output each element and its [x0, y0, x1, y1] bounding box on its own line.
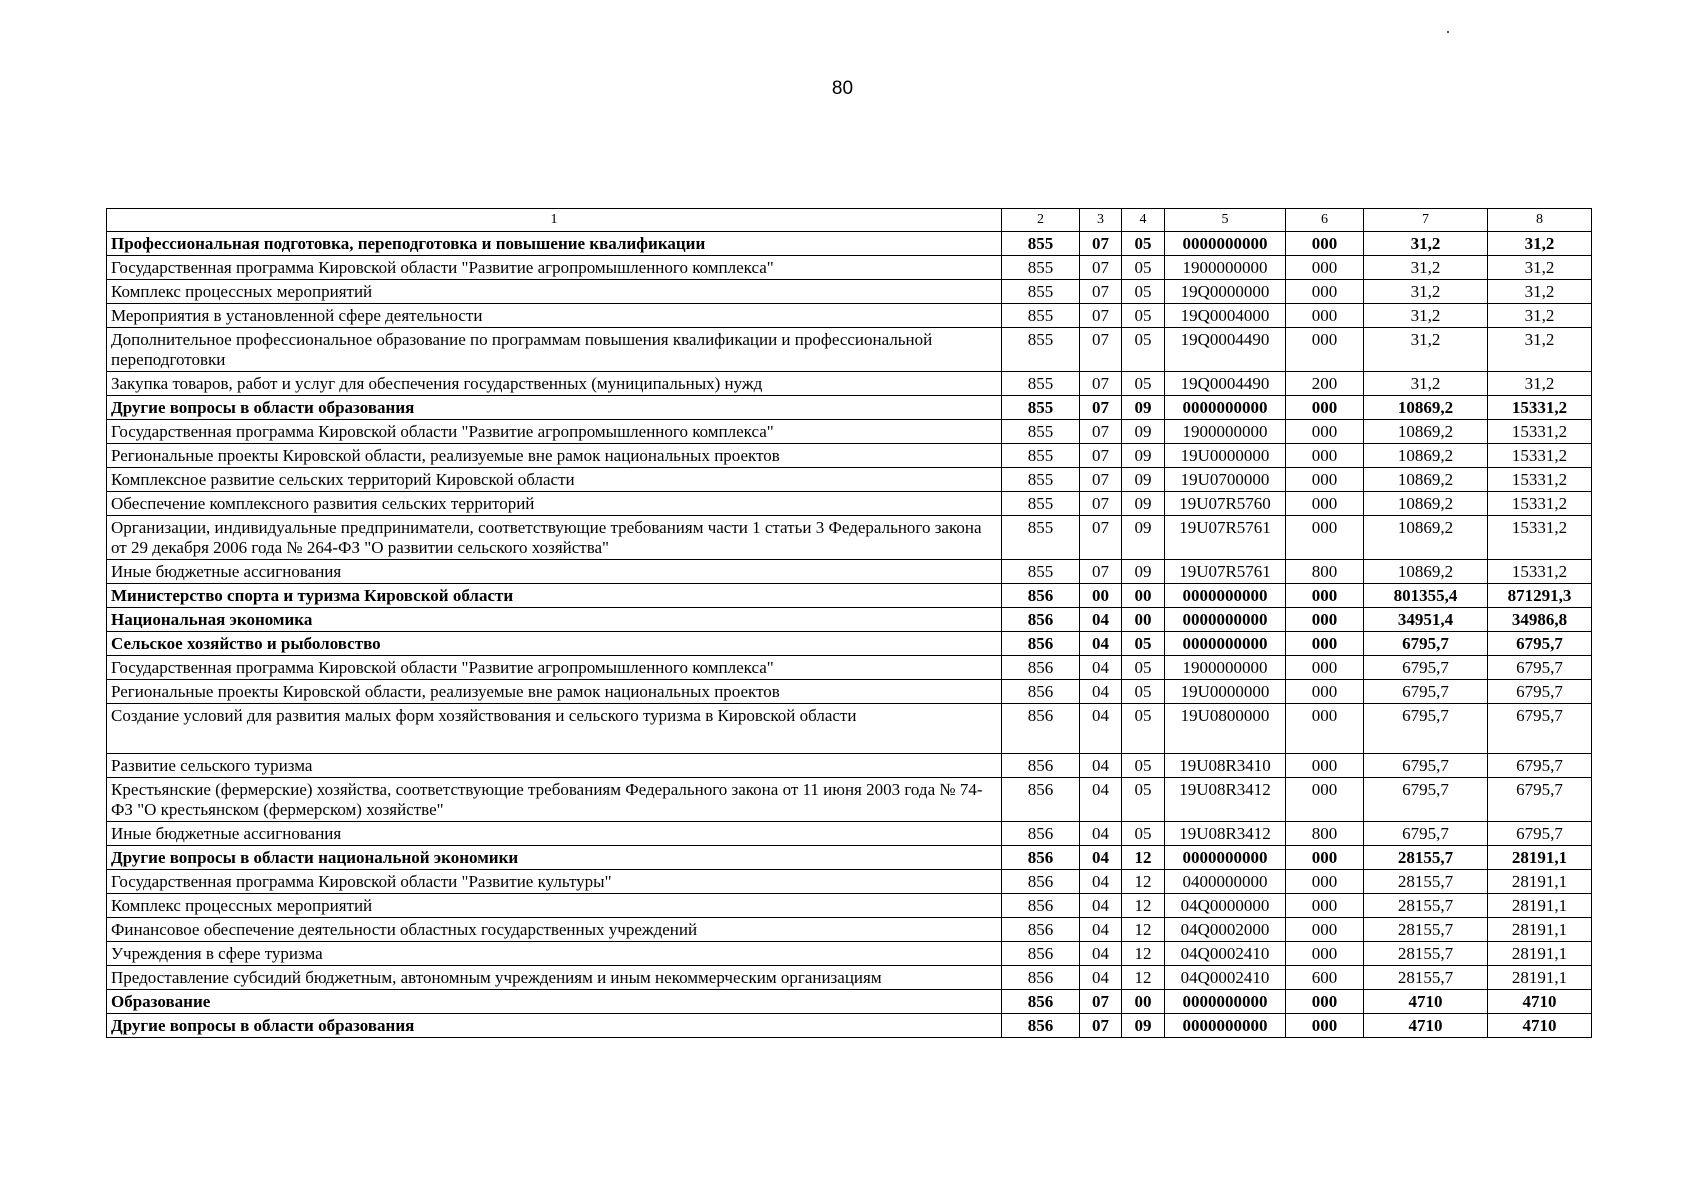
cell-c7: 10869,2	[1364, 492, 1488, 516]
table-row	[107, 704, 1592, 754]
row-name-cell: Иные бюджетные ассигнования	[107, 560, 1002, 584]
row-name-cell: Предоставление субсидий бюджетным, автономным учреждениям и иным некоммерческим организациям	[107, 966, 1002, 990]
cell-c5: 19U0800000	[1165, 704, 1286, 754]
cell-c5: 19Q0000000	[1165, 280, 1286, 304]
cell-c5: 0000000000	[1165, 584, 1286, 608]
table-row	[107, 256, 1592, 280]
row-name-cell: Обеспечение комплексного развития сельских территорий	[107, 492, 1002, 516]
cell-c5: 19U07R5761	[1165, 560, 1286, 584]
cell-c4: 05	[1122, 754, 1165, 778]
table-row	[107, 420, 1592, 444]
cell-c8: 15331,2	[1488, 516, 1592, 560]
cell-c2: 855	[1002, 420, 1080, 444]
row-name-cell: Другие вопросы в области образования	[107, 1014, 1002, 1038]
table-row	[107, 822, 1592, 846]
cell-c6: 000	[1286, 704, 1364, 754]
cell-c5: 04Q0002410	[1165, 966, 1286, 990]
cell-c4: 12	[1122, 894, 1165, 918]
cell-c4: 05	[1122, 280, 1165, 304]
cell-c7: 6795,7	[1364, 778, 1488, 822]
cell-c7: 28155,7	[1364, 846, 1488, 870]
cell-c5: 0000000000	[1165, 1014, 1286, 1038]
column-header: 5	[1165, 209, 1286, 232]
table-row	[107, 680, 1592, 704]
cell-c4: 05	[1122, 656, 1165, 680]
table-body	[107, 232, 1592, 1038]
cell-c3: 07	[1080, 280, 1122, 304]
cell-c7: 10869,2	[1364, 516, 1488, 560]
cell-c8: 15331,2	[1488, 492, 1592, 516]
table-row	[107, 304, 1592, 328]
cell-c8: 6795,7	[1488, 754, 1592, 778]
cell-c8: 6795,7	[1488, 680, 1592, 704]
cell-c8: 31,2	[1488, 256, 1592, 280]
cell-c7: 28155,7	[1364, 966, 1488, 990]
cell-c4: 05	[1122, 232, 1165, 256]
cell-c8: 6795,7	[1488, 656, 1592, 680]
cell-c6: 000	[1286, 468, 1364, 492]
cell-c3: 07	[1080, 328, 1122, 372]
cell-c7: 28155,7	[1364, 942, 1488, 966]
cell-c2: 856	[1002, 966, 1080, 990]
cell-c7: 31,2	[1364, 256, 1488, 280]
cell-c3: 07	[1080, 444, 1122, 468]
row-name-cell: Крестьянские (фермерские) хозяйства, соответствующие требованиям Федерального закона от 11 июня 2003 года № 74-ФЗ "О крестьянском (фермерском) хозяйстве"	[107, 778, 1002, 822]
cell-c6: 000	[1286, 280, 1364, 304]
cell-c7: 6795,7	[1364, 754, 1488, 778]
cell-c7: 31,2	[1364, 280, 1488, 304]
cell-c3: 07	[1080, 1014, 1122, 1038]
table-row	[107, 942, 1592, 966]
table-row	[107, 492, 1592, 516]
cell-c8: 871291,3	[1488, 584, 1592, 608]
cell-c5: 1900000000	[1165, 656, 1286, 680]
cell-c4: 09	[1122, 396, 1165, 420]
cell-c7: 28155,7	[1364, 918, 1488, 942]
cell-c8: 15331,2	[1488, 468, 1592, 492]
table-row	[107, 894, 1592, 918]
cell-c2: 855	[1002, 468, 1080, 492]
cell-c6: 000	[1286, 304, 1364, 328]
cell-c5: 19U0000000	[1165, 444, 1286, 468]
page-number: 80	[831, 78, 854, 99]
cell-c3: 07	[1080, 232, 1122, 256]
cell-c3: 04	[1080, 656, 1122, 680]
cell-c3: 07	[1080, 468, 1122, 492]
row-name-cell: Мероприятия в установленной сфере деятельности	[107, 304, 1002, 328]
cell-c6: 000	[1286, 1014, 1364, 1038]
cell-c6: 000	[1286, 516, 1364, 560]
row-name-cell: Другие вопросы в области образования	[107, 396, 1002, 420]
cell-c2: 856	[1002, 632, 1080, 656]
cell-c3: 07	[1080, 990, 1122, 1014]
cell-c6: 000	[1286, 584, 1364, 608]
cell-c2: 856	[1002, 608, 1080, 632]
cell-c8: 31,2	[1488, 232, 1592, 256]
cell-c3: 07	[1080, 420, 1122, 444]
table-row	[107, 608, 1592, 632]
table-row	[107, 632, 1592, 656]
cell-c7: 31,2	[1364, 304, 1488, 328]
cell-c3: 04	[1080, 894, 1122, 918]
cell-c7: 4710	[1364, 990, 1488, 1014]
table-row	[107, 584, 1592, 608]
cell-c3: 04	[1080, 822, 1122, 846]
cell-c4: 12	[1122, 918, 1165, 942]
cell-c6: 000	[1286, 894, 1364, 918]
row-name-cell: Государственная программа Кировской области "Развитие агропромышленного комплекса"	[107, 656, 1002, 680]
cell-c7: 6795,7	[1364, 680, 1488, 704]
cell-c8: 28191,1	[1488, 894, 1592, 918]
cell-c6: 000	[1286, 232, 1364, 256]
cell-c7: 34951,4	[1364, 608, 1488, 632]
cell-c6: 000	[1286, 846, 1364, 870]
row-name-cell: Развитие сельского туризма	[107, 754, 1002, 778]
cell-c2: 856	[1002, 942, 1080, 966]
cell-c4: 09	[1122, 492, 1165, 516]
cell-c7: 10869,2	[1364, 396, 1488, 420]
cell-c4: 12	[1122, 870, 1165, 894]
cell-c8: 34986,8	[1488, 608, 1592, 632]
cell-c5: 04Q0002000	[1165, 918, 1286, 942]
cell-c2: 855	[1002, 396, 1080, 420]
cell-c6: 200	[1286, 372, 1364, 396]
cell-c7: 6795,7	[1364, 632, 1488, 656]
cell-c2: 856	[1002, 846, 1080, 870]
cell-c4: 05	[1122, 680, 1165, 704]
row-name-cell: Финансовое обеспечение деятельности областных государственных учреждений	[107, 918, 1002, 942]
cell-c2: 856	[1002, 1014, 1080, 1038]
cell-c4: 09	[1122, 444, 1165, 468]
row-name-cell: Комплекс процессных мероприятий	[107, 894, 1002, 918]
table-row	[107, 990, 1592, 1014]
budget-table	[106, 208, 1592, 1038]
cell-c4: 05	[1122, 328, 1165, 372]
cell-c2: 855	[1002, 304, 1080, 328]
cell-c3: 04	[1080, 680, 1122, 704]
column-header: 1	[107, 209, 1002, 232]
table-row	[107, 846, 1592, 870]
cell-c8: 6795,7	[1488, 822, 1592, 846]
cell-c6: 600	[1286, 966, 1364, 990]
cell-c8: 6795,7	[1488, 632, 1592, 656]
row-name-cell: Другие вопросы в области национальной экономики	[107, 846, 1002, 870]
cell-c4: 05	[1122, 822, 1165, 846]
cell-c8: 4710	[1488, 990, 1592, 1014]
cell-c3: 04	[1080, 704, 1122, 754]
cell-c3: 07	[1080, 304, 1122, 328]
scan-speck	[1447, 31, 1449, 33]
column-header: 4	[1122, 209, 1165, 232]
cell-c7: 10869,2	[1364, 560, 1488, 584]
cell-c6: 800	[1286, 560, 1364, 584]
cell-c8: 28191,1	[1488, 846, 1592, 870]
cell-c3: 07	[1080, 516, 1122, 560]
cell-c7: 10869,2	[1364, 444, 1488, 468]
cell-c5: 1900000000	[1165, 256, 1286, 280]
cell-c3: 04	[1080, 846, 1122, 870]
cell-c8: 31,2	[1488, 304, 1592, 328]
cell-c5: 19U0000000	[1165, 680, 1286, 704]
table-row	[107, 778, 1592, 822]
cell-c2: 855	[1002, 232, 1080, 256]
cell-c3: 04	[1080, 778, 1122, 822]
cell-c5: 19U07R5760	[1165, 492, 1286, 516]
cell-c7: 31,2	[1364, 232, 1488, 256]
table-row	[107, 396, 1592, 420]
table-row	[107, 870, 1592, 894]
cell-c4: 00	[1122, 990, 1165, 1014]
cell-c3: 07	[1080, 256, 1122, 280]
cell-c5: 04Q0000000	[1165, 894, 1286, 918]
cell-c7: 31,2	[1364, 372, 1488, 396]
cell-c6: 000	[1286, 754, 1364, 778]
cell-c2: 856	[1002, 584, 1080, 608]
cell-c5: 0000000000	[1165, 608, 1286, 632]
row-name-cell: Государственная программа Кировской области "Развитие агропромышленного комплекса"	[107, 256, 1002, 280]
column-header: 8	[1488, 209, 1592, 232]
cell-c4: 12	[1122, 966, 1165, 990]
cell-c3: 07	[1080, 492, 1122, 516]
cell-c5: 0400000000	[1165, 870, 1286, 894]
row-name-cell: Закупка товаров, работ и услуг для обеспечения государственных (муниципальных) нужд	[107, 372, 1002, 396]
cell-c6: 000	[1286, 608, 1364, 632]
row-name-cell: Комплексное развитие сельских территорий Кировской области	[107, 468, 1002, 492]
cell-c7: 28155,7	[1364, 894, 1488, 918]
cell-c5: 0000000000	[1165, 396, 1286, 420]
cell-c8: 31,2	[1488, 372, 1592, 396]
cell-c3: 07	[1080, 396, 1122, 420]
cell-c5: 19U07R5761	[1165, 516, 1286, 560]
row-name-cell: Создание условий для развития малых форм хозяйствования и сельского туризма в Кировской области	[107, 704, 1002, 754]
cell-c4: 00	[1122, 608, 1165, 632]
cell-c5: 19Q0004000	[1165, 304, 1286, 328]
table-row	[107, 516, 1592, 560]
cell-c4: 05	[1122, 632, 1165, 656]
cell-c2: 855	[1002, 516, 1080, 560]
column-header: 7	[1364, 209, 1488, 232]
cell-c4: 09	[1122, 560, 1165, 584]
cell-c8: 31,2	[1488, 328, 1592, 372]
cell-c7: 31,2	[1364, 328, 1488, 372]
cell-c7: 4710	[1364, 1014, 1488, 1038]
table-row	[107, 1014, 1592, 1038]
column-header: 3	[1080, 209, 1122, 232]
cell-c5: 1900000000	[1165, 420, 1286, 444]
cell-c4: 09	[1122, 516, 1165, 560]
cell-c2: 856	[1002, 894, 1080, 918]
table-row	[107, 468, 1592, 492]
cell-c5: 19U08R3412	[1165, 778, 1286, 822]
cell-c2: 856	[1002, 754, 1080, 778]
cell-c6: 000	[1286, 656, 1364, 680]
cell-c4: 12	[1122, 846, 1165, 870]
row-name-cell: Министерство спорта и туризма Кировской области	[107, 584, 1002, 608]
cell-c5: 19Q0004490	[1165, 328, 1286, 372]
cell-c4: 05	[1122, 304, 1165, 328]
row-name-cell: Комплекс процессных мероприятий	[107, 280, 1002, 304]
row-name-cell: Государственная программа Кировской области "Развитие культуры"	[107, 870, 1002, 894]
row-name-cell: Государственная программа Кировской области "Развитие агропромышленного комплекса"	[107, 420, 1002, 444]
cell-c2: 856	[1002, 680, 1080, 704]
cell-c2: 855	[1002, 372, 1080, 396]
row-name-cell: Дополнительное профессиональное образование по программам повышения квалификации и профессиональной переподготовки	[107, 328, 1002, 372]
table-row	[107, 444, 1592, 468]
cell-c4: 09	[1122, 468, 1165, 492]
cell-c5: 19U0700000	[1165, 468, 1286, 492]
cell-c8: 6795,7	[1488, 778, 1592, 822]
cell-c8: 15331,2	[1488, 420, 1592, 444]
row-name-cell: Региональные проекты Кировской области, реализуемые вне рамок национальных проектов	[107, 444, 1002, 468]
cell-c4: 05	[1122, 704, 1165, 754]
cell-c7: 6795,7	[1364, 656, 1488, 680]
column-header: 2	[1002, 209, 1080, 232]
cell-c2: 855	[1002, 560, 1080, 584]
cell-c8: 15331,2	[1488, 444, 1592, 468]
cell-c7: 6795,7	[1364, 822, 1488, 846]
cell-c5: 0000000000	[1165, 846, 1286, 870]
cell-c8: 6795,7	[1488, 704, 1592, 754]
cell-c3: 04	[1080, 608, 1122, 632]
cell-c2: 856	[1002, 656, 1080, 680]
cell-c6: 000	[1286, 870, 1364, 894]
cell-c7: 10869,2	[1364, 420, 1488, 444]
cell-c4: 09	[1122, 420, 1165, 444]
table-row	[107, 280, 1592, 304]
cell-c8: 28191,1	[1488, 870, 1592, 894]
cell-c8: 31,2	[1488, 280, 1592, 304]
cell-c6: 000	[1286, 492, 1364, 516]
cell-c2: 855	[1002, 256, 1080, 280]
row-name-cell: Профессиональная подготовка, переподготовка и повышение квалификации	[107, 232, 1002, 256]
cell-c6: 000	[1286, 778, 1364, 822]
cell-c2: 855	[1002, 444, 1080, 468]
cell-c2: 856	[1002, 822, 1080, 846]
cell-c2: 856	[1002, 918, 1080, 942]
table-row	[107, 328, 1592, 372]
cell-c7: 10869,2	[1364, 468, 1488, 492]
cell-c6: 000	[1286, 942, 1364, 966]
cell-c5: 19Q0004490	[1165, 372, 1286, 396]
cell-c2: 855	[1002, 280, 1080, 304]
table-row	[107, 560, 1592, 584]
cell-c2: 856	[1002, 870, 1080, 894]
cell-c7: 801355,4	[1364, 584, 1488, 608]
cell-c6: 800	[1286, 822, 1364, 846]
row-name-cell: Иные бюджетные ассигнования	[107, 822, 1002, 846]
cell-c3: 04	[1080, 870, 1122, 894]
cell-c2: 856	[1002, 704, 1080, 754]
cell-c7: 28155,7	[1364, 870, 1488, 894]
cell-c3: 07	[1080, 372, 1122, 396]
cell-c5: 19U08R3410	[1165, 754, 1286, 778]
cell-c7: 6795,7	[1364, 704, 1488, 754]
table-row	[107, 754, 1592, 778]
cell-c6: 000	[1286, 680, 1364, 704]
row-name-cell: Учреждения в сфере туризма	[107, 942, 1002, 966]
cell-c5: 19U08R3412	[1165, 822, 1286, 846]
cell-c3: 04	[1080, 966, 1122, 990]
cell-c5: 0000000000	[1165, 232, 1286, 256]
cell-c6: 000	[1286, 990, 1364, 1014]
cell-c2: 855	[1002, 492, 1080, 516]
cell-c4: 05	[1122, 256, 1165, 280]
cell-c6: 000	[1286, 396, 1364, 420]
cell-c3: 04	[1080, 942, 1122, 966]
cell-c3: 04	[1080, 632, 1122, 656]
cell-c3: 04	[1080, 754, 1122, 778]
cell-c3: 04	[1080, 918, 1122, 942]
cell-c6: 000	[1286, 918, 1364, 942]
table-row	[107, 372, 1592, 396]
cell-c6: 000	[1286, 256, 1364, 280]
cell-c4: 00	[1122, 584, 1165, 608]
cell-c4: 09	[1122, 1014, 1165, 1038]
cell-c2: 855	[1002, 328, 1080, 372]
cell-c8: 4710	[1488, 1014, 1592, 1038]
cell-c8: 28191,1	[1488, 918, 1592, 942]
row-name-cell: Сельское хозяйство и рыболовство	[107, 632, 1002, 656]
cell-c5: 0000000000	[1165, 990, 1286, 1014]
cell-c4: 12	[1122, 942, 1165, 966]
table-row	[107, 656, 1592, 680]
row-name-cell: Организации, индивидуальные предприниматели, соответствующие требованиям части 1 статьи 3 Федерального закона от 29 декабря 2006 года № 264-ФЗ "О развитии сельского хозяйства"	[107, 516, 1002, 560]
cell-c6: 000	[1286, 444, 1364, 468]
table-row	[107, 966, 1592, 990]
cell-c6: 000	[1286, 420, 1364, 444]
table-row	[107, 232, 1592, 256]
cell-c5: 04Q0002410	[1165, 942, 1286, 966]
cell-c4: 05	[1122, 372, 1165, 396]
cell-c2: 856	[1002, 778, 1080, 822]
cell-c8: 15331,2	[1488, 560, 1592, 584]
cell-c2: 856	[1002, 990, 1080, 1014]
cell-c6: 000	[1286, 632, 1364, 656]
cell-c6: 000	[1286, 328, 1364, 372]
cell-c3: 07	[1080, 560, 1122, 584]
column-number-row	[107, 209, 1592, 232]
row-name-cell: Региональные проекты Кировской области, реализуемые вне рамок национальных проектов	[107, 680, 1002, 704]
cell-c4: 05	[1122, 778, 1165, 822]
row-name-cell: Образование	[107, 990, 1002, 1014]
table-row	[107, 918, 1592, 942]
row-name-cell: Национальная экономика	[107, 608, 1002, 632]
cell-c5: 0000000000	[1165, 632, 1286, 656]
cell-c8: 28191,1	[1488, 942, 1592, 966]
column-header: 6	[1286, 209, 1364, 232]
cell-c8: 28191,1	[1488, 966, 1592, 990]
cell-c3: 00	[1080, 584, 1122, 608]
cell-c8: 15331,2	[1488, 396, 1592, 420]
